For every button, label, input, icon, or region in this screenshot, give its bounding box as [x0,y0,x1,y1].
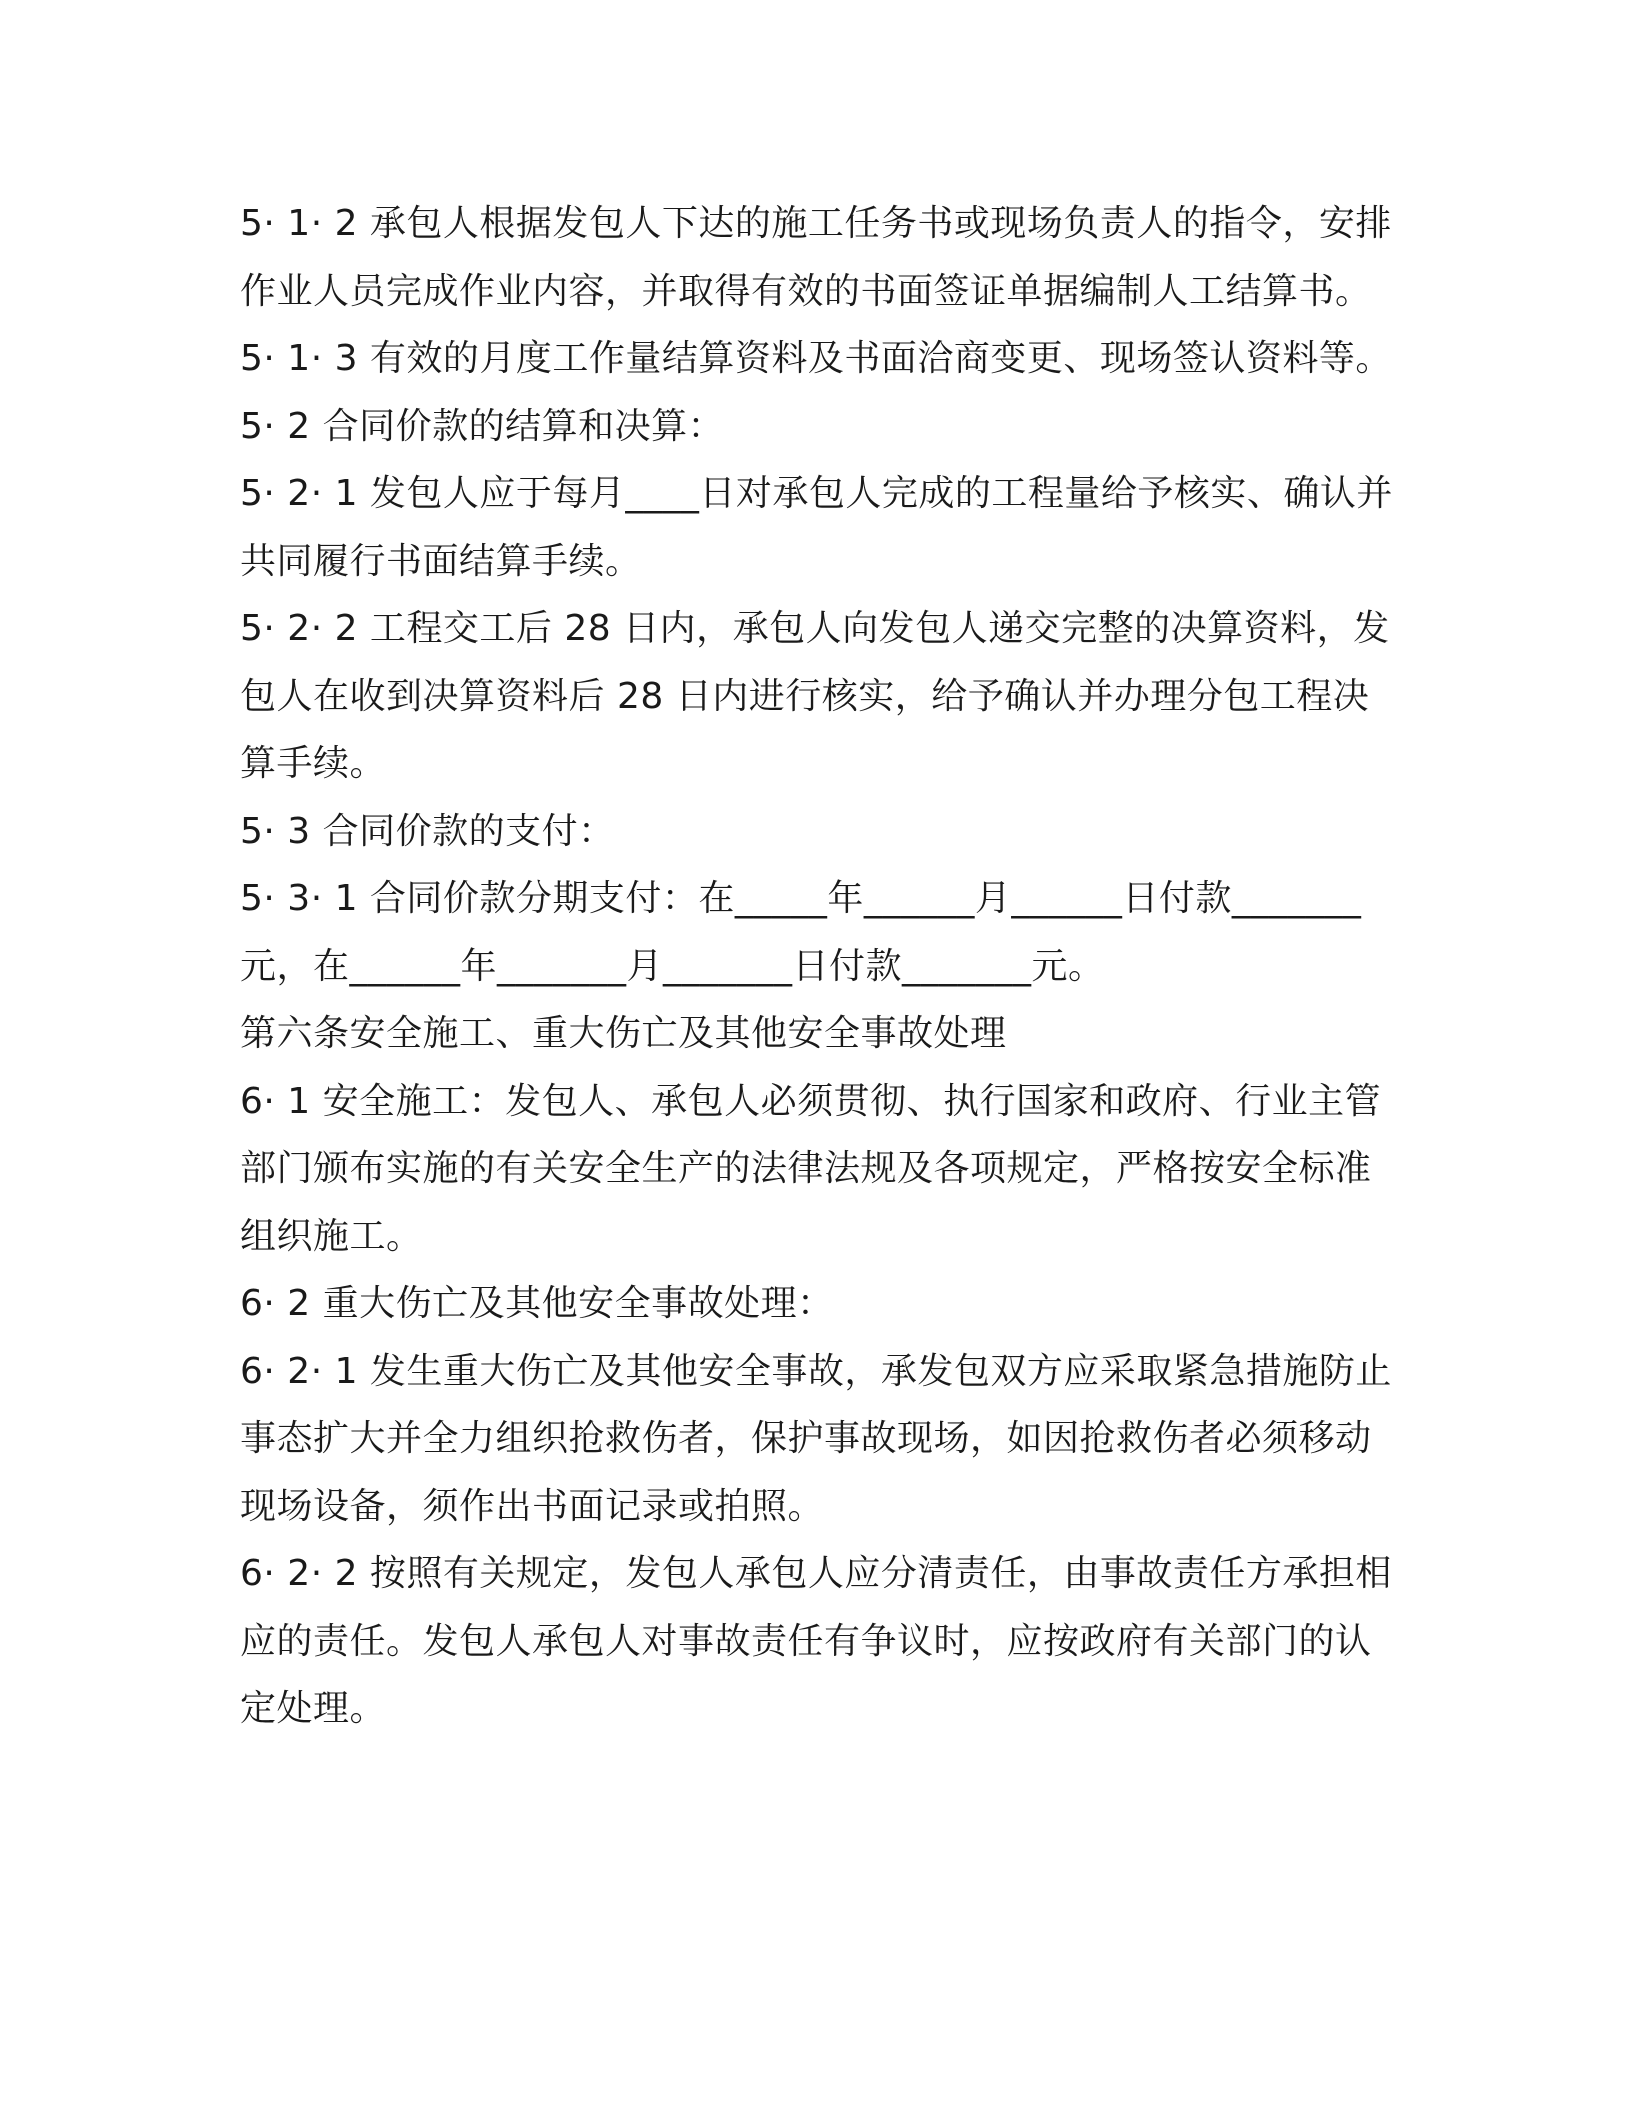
clause-5-1-3: 5· 1· 3 有效的月度工作量结算资料及书面洽商变更、现场签认资料等。 [240,338,1392,379]
clause-5-2-heading: 5· 2 合同价款的结算和决算： [240,405,725,447]
clause-6-2-2: 6· 2· 2 按照有关规定，发包人承包人应分清责任，由事故责任方承担相应的责任。发包人承包人对事故责任有争议时，应按政府有关部门的认定处理。 [240,1553,1392,1729]
clause-5-1-2: 5· 1· 2 承包人根据发包人下达的施工任务书或现场负责人的指令，安排作业人员完成作业内容，并取得有效的书面签证单据编制人工结算书。 [240,203,1392,312]
clause-6-1: 6· 1 安全施工：发包人、承包人必须贯彻、执行国家和政府、行业主管部门颁布实施的有关安全生产的法律法规及各项规定，严格按安全标准组织施工。 [240,1080,1382,1257]
document-body [240,190,1400,1743]
clause-6-2-1: 6· 2· 1 发生重大伤亡及其他安全事故，承发包双方应采取紧急措施防止事态扩大并全力组织抢救伤者，保护事故现场，如因抢救伤者必须移动现场设备，须作出书面记录或拍照。 [240,1350,1392,1527]
article-6-heading: 第六条安全施工、重大伤亡及其他安全事故处理 [240,1013,1007,1054]
clause-5-3-heading: 5· 3 合同价款的支付： [240,810,615,852]
clause-5-2-2: 5· 2· 2 工程交工后 28 日内，承包人向发包人递交完整的决算资料，发包人在收到决算资料后 28 日内进行核实，给予确认并办理分包工程决算手续。 [240,608,1390,784]
clause-6-2-heading: 6· 2 重大伤亡及其他安全事故处理： [240,1283,834,1324]
clause-5-2-1: 5· 2· 1 发包人应于每月____日对承包人完成的工程量给予核实、确认并共同履行书面结算手续。 [240,473,1393,582]
clause-5-3-1: 5· 3· 1 合同价款分期支付：在_____年______月______日付款_______元，在______年_______月_______日付款_______元。 [240,878,1362,987]
